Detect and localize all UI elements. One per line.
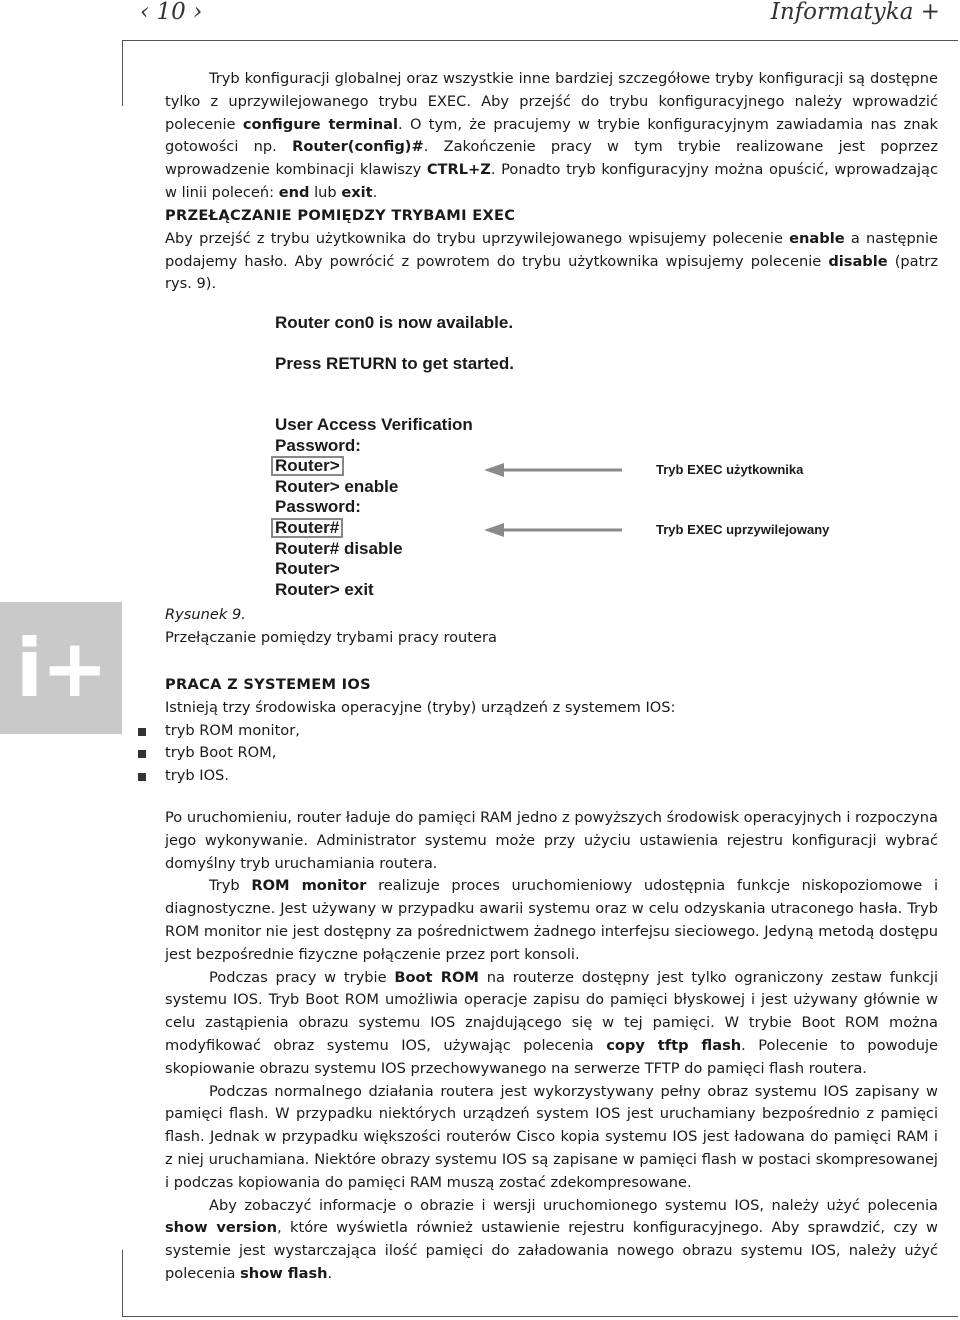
console-line: Router> enable: [275, 476, 399, 496]
figure-caption: [165, 604, 497, 650]
list-item: [165, 765, 938, 788]
list-item: [165, 742, 938, 765]
frame-line: [122, 1316, 958, 1317]
command-exit: exit: [341, 183, 373, 201]
console-line: Password:: [275, 497, 361, 517]
text-run: . O tym, że pracujemy w trybie konfiguracyjnym zawiadamia nas znak gotowości np.: [165, 115, 938, 156]
section-heading: PRZEŁĄCZANIE POMIĘDZY TRYBAMI EXEC: [165, 207, 516, 224]
figure-arrows: [480, 460, 630, 540]
bullet-icon: [138, 728, 146, 736]
command-copy-tftp-flash: copy tftp flash: [606, 1036, 742, 1054]
console-line: User Access Verification: [275, 415, 473, 434]
text-run: (patrz rys. 9).: [165, 252, 938, 293]
figure-console-session: [275, 415, 473, 600]
page-header: [0, 0, 960, 40]
intro-paragraph: [165, 68, 938, 205]
command-show-flash: show flash: [240, 1264, 328, 1282]
command-router-config: Router(config)#: [292, 138, 424, 156]
mode-list: [165, 720, 938, 788]
text-run: . Polecenie to powoduje skopiowanie obrazu systemu IOS przechowywanego na serwerze TFTP do pamięci flash routera.: [165, 1036, 938, 1077]
text-run: .: [372, 183, 378, 201]
console-line: Router# disable: [275, 538, 403, 558]
paragraph: [165, 967, 938, 1081]
caption-title: Przełączanie pomiędzy trybami pracy routera: [165, 628, 497, 646]
command-configure-terminal: configure terminal: [242, 115, 398, 133]
command-enable: enable: [789, 229, 845, 247]
section-heading: PRACA Z SYSTEMEM IOS: [165, 676, 371, 693]
text-run: na routerze dostępny jest tylko ograniczony zestaw funkcji systemu IOS. Tryb Boot ROM umożliwia operacje zapisu do pamięci błyskowej i jest używany głównie w celu zastąpienia obrazu systemu IOS znajdującego się w tej pamięci. W trybie Boot ROM można modyfikować obraz systemu IOS, używając polecenia: [165, 968, 939, 1054]
text-run: . Zakończenie pracy w tym trybie realizowane jest poprzez wprowadzenie kombinacji klawiszy: [165, 138, 938, 179]
paragraph: Po uruchomieniu, router ładuje do pamięci RAM jedno z powyższych środowisk operacyjnych i rozpoczyna jego wykonywanie. Administrator systemu może przy użyciu ustawienia rejestru konfiguracji wybrać domyślny tryb uruchamiania routera.: [165, 809, 938, 872]
text-run: Podczas pracy w trybie: [209, 968, 395, 986]
text-run: Tryb: [209, 877, 252, 895]
paragraph: [165, 875, 938, 966]
command-disable: disable: [828, 252, 888, 270]
text-run: Aby przejść z trybu użytkownika do trybu uprzywilejowanego wpisujemy polecenie: [165, 229, 790, 247]
list-item-text: tryb IOS.: [165, 767, 229, 785]
journal-title: Informatyka +: [770, 0, 940, 25]
text-run: . Ponadto tryb konfiguracyjny można opuścić, wprowadzając w linii poleceń:: [165, 161, 938, 201]
arrow-user-mode: [484, 463, 622, 477]
text-run: Tryb konfiguracji globalnej oraz wszystkie inne bardziej szczegółowe tryby konfiguracji są dostępne tylko z uprzywilejowanego trybu EXEC. Aby przejść do trybu konfiguracyjnego należy wprowadzić polecenie: [165, 70, 938, 133]
section-ios: [165, 674, 938, 788]
bullet-icon: [138, 750, 146, 758]
iplus-logo: i+: [0, 602, 122, 734]
paragraph: Podczas normalnego działania routera jest wykorzystywany pełny obraz systemu IOS zapisany w pamięci flash. W przypadku niektórych urządzeń system IOS jest uruchamiany bezpośrednio z pamięci flash. Jednak w przypadku większości routerów Cisco kopia systemu IOS jest ładowana do pamięci RAM i z niej uruchamiana. Niektóre obrazy systemu IOS są zapisane w pamięci flash w postaci skompresowanej i podczas kopiowania do pamięci RAM muszą zostać zdekompresowane.: [165, 1082, 938, 1191]
section-exec-switching: [165, 205, 938, 296]
list-item-text: tryb Boot ROM,: [165, 744, 277, 762]
console-line: Password:: [275, 435, 361, 455]
text-run: realizuje proces uruchomieniowy udostępnia funkcje niskopoziomowe i diagnostyczne. Jest używany w przypadku awarii systemu oraz w celu odzyskania utraconego hasła. Tryb ROM monitor nie jest dostępny za pośrednictwem żadnego interfejsu sieciowego. Jedyną metodą dostępu jest bezpośrednie fizyczne połączenie przez port konsoli.: [165, 877, 938, 963]
section-intro: Istnieją trzy środowiska operacyjne (tryby) urządzeń z systemem IOS:: [165, 698, 676, 716]
text-run: , które wyświetla również ustawienie rejestru konfiguracyjnego. Aby sprawdzić, czy w systemie jest wystarczająca ilość pamięci do załadowania nowego obrazu systemu IOS, należy użyć polecenia: [165, 1219, 938, 1282]
privileged-prompt-box: Router#: [271, 518, 343, 538]
user-prompt-box: Router>: [271, 456, 344, 476]
list-item: [165, 720, 938, 743]
bullet-icon: [138, 773, 146, 781]
arrow-privileged-mode: [484, 523, 622, 537]
term-boot-rom: Boot ROM: [394, 968, 479, 986]
text-run: .: [327, 1264, 333, 1282]
text-run: Aby zobaczyć informacje o obrazie i wersji uruchomionego systemu IOS, należy użyć polecenia: [209, 1196, 938, 1214]
figure-console-top: [275, 313, 514, 375]
frame-line: [122, 40, 958, 41]
text-run: lub: [309, 183, 342, 201]
caption-number: Rysunek 9.: [165, 606, 246, 623]
text-run: a następnie podajemy hasło. Aby powrócić z powrotem do trybu użytkownika wpisujemy polecenie: [165, 229, 939, 270]
console-line: Press RETURN to get started.: [275, 354, 514, 374]
body-text: [165, 807, 938, 1286]
label-user-exec-mode: Tryb EXEC użytkownika: [656, 462, 804, 477]
label-privileged-exec-mode: Tryb EXEC uprzywilejowany: [656, 522, 830, 537]
console-line: Router> exit: [275, 579, 374, 599]
key-ctrl-z: CTRL+Z: [426, 161, 491, 179]
command-show-version: show version: [165, 1219, 278, 1237]
command-end: end: [278, 183, 310, 201]
page-number: ‹ 10 ›: [140, 0, 203, 25]
console-line: Router>: [275, 559, 340, 579]
paragraph: [165, 1195, 938, 1286]
frame-line: [122, 40, 123, 106]
console-line: Router con0 is now available.: [275, 313, 514, 332]
term-rom-monitor: ROM monitor: [251, 877, 367, 895]
frame-line: [122, 1250, 123, 1316]
list-item-text: tryb ROM monitor,: [165, 721, 300, 739]
